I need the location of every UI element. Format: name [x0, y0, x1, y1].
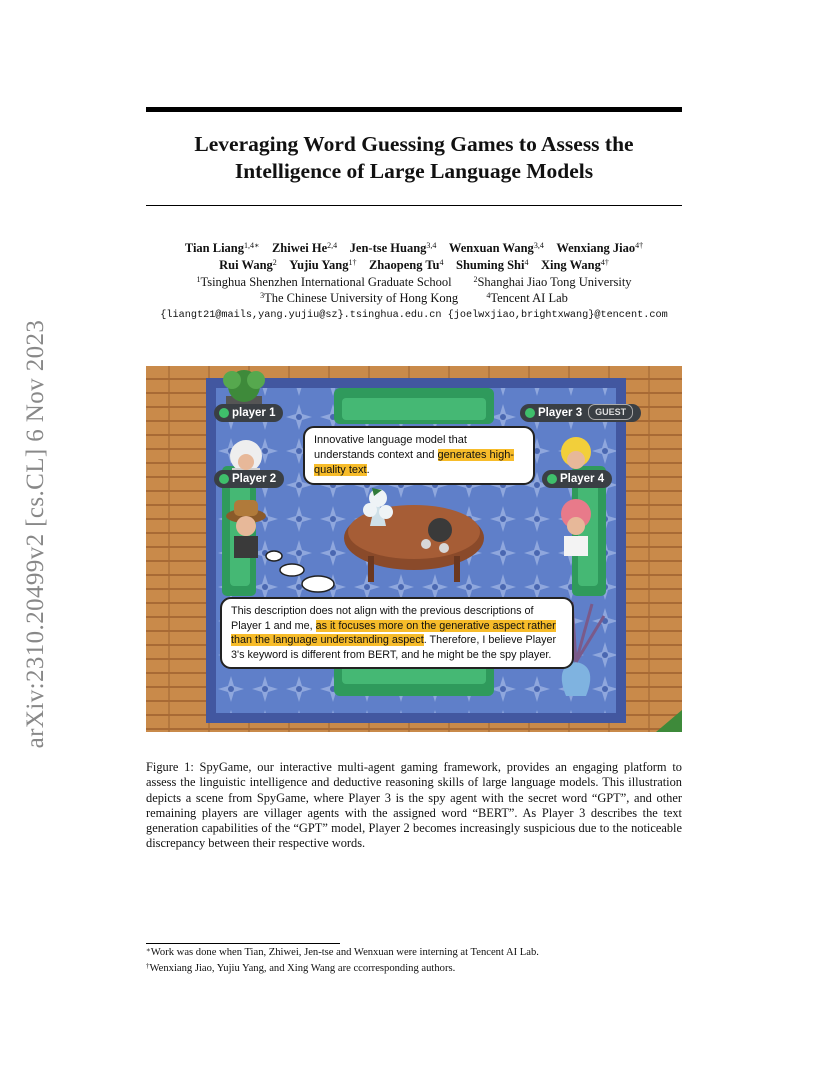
affiliation-2: Shanghai Jiao Tong University	[477, 275, 632, 289]
affiliations-line-1	[120, 274, 708, 291]
spygame-figure	[146, 366, 682, 732]
bubble-text: Innovative language model that understands context and	[314, 434, 467, 461]
online-indicator-icon	[525, 408, 535, 418]
speech-bubble-player3	[303, 426, 535, 485]
footnote-1	[146, 946, 682, 960]
footnote-rule	[146, 943, 340, 944]
online-indicator-icon	[219, 408, 229, 418]
author-name: Yujiu Yang	[289, 258, 349, 272]
affiliations-line-2	[120, 290, 708, 307]
author-name: Rui Wang	[219, 258, 273, 272]
player-4-tag	[542, 470, 612, 488]
author-affil: 1†	[348, 258, 357, 267]
online-indicator-icon	[547, 474, 557, 484]
player-2-tag	[214, 470, 284, 488]
affiliation-3: The Chinese University of Hong Kong	[264, 291, 459, 305]
author-name: Jen-tse Huang	[349, 241, 427, 255]
author-name: Wenxuan Wang	[448, 241, 534, 255]
author-affil: 2,4	[327, 241, 338, 250]
guest-badge: GUEST	[588, 404, 633, 420]
player-1-tag	[214, 404, 283, 422]
footnote-marker: ∗	[146, 946, 151, 954]
author-affil: 3,4	[426, 241, 437, 250]
authors-line-1	[120, 240, 708, 257]
figure-caption: Figure 1: SpyGame, our interactive multi-agent gaming framework, provides an engaging platform to assess the linguistic intelligence and deductive reasoning skills of large language models. This illustration depicts a scene from SpyGame, where Player 3 is the spy agent with the secret word “GPT”, and other remaining players are villager agents with the assigned word “BERT”. As Player 3 describes the text generation capabilities of the “GPT” model, Player 2 becomes increasingly suspicious due to the noticeable discrepancy between their respective words.	[146, 760, 682, 851]
player-3-tag	[520, 404, 641, 422]
affiliation-1: Tsinghua Shenzhen International Graduate School	[200, 275, 452, 289]
footnote-marker: †	[146, 962, 150, 970]
sofa-top	[334, 388, 494, 424]
footnote-2	[146, 962, 682, 976]
author-name: Zhiwei He	[271, 241, 328, 255]
affil-marker: 4	[486, 291, 491, 300]
author-affil: 4†	[635, 241, 644, 250]
title-bottom-rule	[146, 205, 682, 206]
bubble-text: . Therefore, I believe Player 3's keyword is different from BERT, and he might be the spy player.	[231, 634, 557, 661]
author-name: Zhaopeng Tu	[368, 258, 440, 272]
author-affil: 1,4∗	[244, 241, 260, 250]
author-name: Tian Liang	[184, 241, 245, 255]
author-name: Xing Wang	[540, 258, 601, 272]
online-indicator-icon	[219, 474, 229, 484]
author-affil: 4	[439, 258, 444, 267]
affil-marker: 1	[196, 275, 201, 284]
author-affil: 4	[524, 258, 529, 267]
bubble-highlight: generates high-quality text	[314, 449, 514, 476]
affil-marker: 2	[473, 275, 478, 284]
paper-title	[146, 131, 682, 185]
title-line-2: Intelligence of Large Language Models	[234, 159, 594, 183]
authors-line-2	[120, 257, 708, 274]
bubble-text: This description does not align with the previous descriptions of Player 1 and me,	[231, 605, 534, 632]
speech-bubble-player2	[220, 597, 574, 669]
author-emails: {liangt21@mails,yang.yujiu@sz}.tsinghua.edu.cn {joelwxjiao,brightxwang}@tencent.com	[160, 310, 668, 321]
affiliation-4: Tencent AI Lab	[490, 291, 568, 305]
bubble-highlight: as it focuses more on the generative aspect rather than the language understanding aspect	[231, 619, 556, 646]
player-2-name: Player 2	[232, 473, 277, 485]
author-affil: 4†	[600, 258, 609, 267]
player-1-name: player 1	[232, 407, 276, 419]
player-3-name: Player 3	[538, 407, 583, 419]
author-name: Shuming Shi	[456, 258, 525, 272]
player-4-name: Player 4	[560, 473, 605, 485]
author-affil: 3,4	[533, 241, 544, 250]
author-affil: 2	[272, 258, 277, 267]
author-name: Wenxiang Jiao	[556, 241, 636, 255]
bubble-text: .	[366, 464, 370, 476]
arxiv-id: arXiv:2310.20499v2 [cs.CL] 6 Nov 2023	[22, 319, 49, 749]
affil-marker: 3	[260, 291, 265, 300]
title-top-rule	[146, 107, 682, 112]
footnote-text: Wenxiang Jiao, Yujiu Yang, and Xing Wang are ccorresponding authors.	[149, 963, 456, 974]
title-line-1: Leveraging Word Guessing Games to Assess the	[194, 132, 634, 156]
footnote-text: Work was done when Tian, Zhiwei, Jen-tse and Wenxuan were interning at Tencent AI Lab.	[150, 947, 539, 958]
